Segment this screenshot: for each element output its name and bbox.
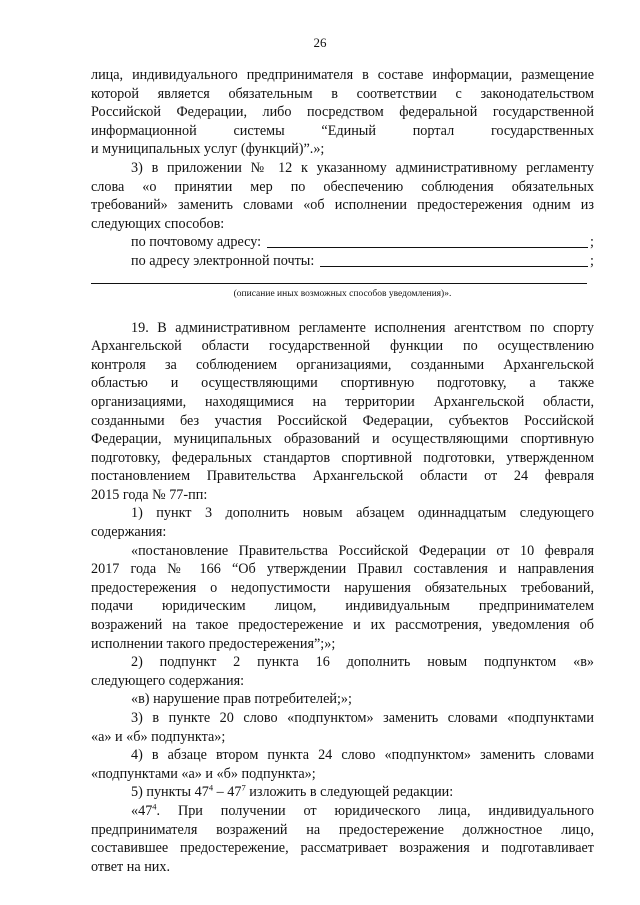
other-methods-caption: (описание иных возможных способов уведомления)». xyxy=(233,288,452,299)
text-line: которой является обязательным в соответствии с законодательством xyxy=(91,85,594,102)
document-body xyxy=(91,66,594,876)
text-line xyxy=(91,802,594,821)
text-line: слова «о принятии мер по обеспечению соблюдения обязательных xyxy=(91,178,594,195)
text-line: Российской Федерации, либо посредством федеральной государственной xyxy=(91,104,594,121)
text-line xyxy=(91,783,594,802)
text-line: 19. В административном регламенте исполнения агентством по спорту xyxy=(131,319,594,336)
p47-prefix: «47 xyxy=(131,802,153,819)
text-line: следующего содержания: xyxy=(91,672,245,689)
p5-prefix: 5) пункты 47 xyxy=(131,784,209,801)
text-line: «в) нарушение прав потребителей;»; xyxy=(131,691,352,708)
text-line: «а» и «б» подпункта»; xyxy=(91,728,226,745)
email-address-end: ; xyxy=(590,252,594,269)
text-line: 3) в приложении № 12 к указанному административному регламенту xyxy=(131,159,594,176)
text-line: подачи юридическим лицом, индивидуальным предпринимателем xyxy=(91,598,594,615)
p5-sup-end: 7 xyxy=(241,782,246,793)
p47-sup: 4 xyxy=(152,801,157,812)
text-line: требований» заменить словами «об исполнении предостережения одним из xyxy=(91,197,594,214)
text-line: лица, индивидуального предпринимателя в составе информации, размещение xyxy=(91,67,594,83)
postal-address-label: по почтовому адресу: xyxy=(131,234,262,251)
text-line: Федерации, муниципальных образований и осуществляющими спортивную xyxy=(91,431,594,448)
postal-address-end: ; xyxy=(590,234,594,251)
other-methods-blank-line xyxy=(91,271,587,284)
text-line: подготовку, федеральных стандартов спортивной подготовки, утвержденном xyxy=(91,449,594,466)
text-line: Архангельской области государственной функции по осуществлению xyxy=(91,338,594,355)
text-line: и муниципальных услуг (функций)”.»; xyxy=(91,141,325,158)
text-line: «подпунктами «а» и «б» подпункта»; xyxy=(91,765,316,782)
text-line: 2017 года № 166 “Об утверждении Правил составления и направления xyxy=(91,561,594,578)
text-line: предостережения о недопустимости нарушения обязательных требований, xyxy=(91,579,594,596)
text-line: 4) в абзаце втором пункта 24 слово «подпунктом» заменить словами xyxy=(131,747,594,764)
p5-suffix: изложить в следующей редакции: xyxy=(245,784,454,801)
p47-line1-rest: . При получении от юридического лица, индивидуального xyxy=(156,802,594,819)
text-line: 2015 года № 77-пп: xyxy=(91,486,208,503)
text-line: составившее предостережение, рассматривает возражения и подготавливает xyxy=(91,840,594,857)
text-line: постановлением Правительства Архангельской области от 24 февраля xyxy=(91,468,594,485)
postal-address-field xyxy=(91,233,594,252)
text-line: 1) пункт 3 дополнить новым абзацем одиннадцатым следующего xyxy=(131,505,594,522)
text-line: 3) в пункте 20 слово «подпунктом» заменить словами «подпунктами xyxy=(131,710,594,726)
text-line: ответ на них. xyxy=(91,858,171,875)
page-number: 26 xyxy=(313,35,327,50)
text-line: созданными без участия Российской Федерации, субъектов Российской xyxy=(91,412,594,429)
text-line: информационной системы “Единый портал государственных xyxy=(91,122,594,139)
text-line: возражений на такое предостережение и их рассмотрения, уведомления об xyxy=(91,617,594,634)
p5-sup-start: 4 xyxy=(208,782,214,793)
text-line: областью и осуществляющими спортивную подготовку, а также xyxy=(91,375,594,392)
email-address-field xyxy=(91,252,594,271)
text-line: предпринимателя возражений на предостережение должностное лицо, xyxy=(91,821,594,838)
email-address-label: по адресу электронной почты: xyxy=(131,252,315,269)
text-line: содержания: xyxy=(91,524,167,541)
postal-address-blank xyxy=(267,246,588,248)
text-line: контроля за соблюдением организациями, созданными Архангельской xyxy=(91,356,594,373)
p5-mid: – 47 xyxy=(213,784,242,801)
text-line: исполнении такого предостережения”;»; xyxy=(91,635,336,652)
text-line: 2) подпункт 2 пункта 16 дополнить новым подпунктом «в» xyxy=(131,654,594,671)
text-line: следующих способов: xyxy=(91,215,225,232)
text-line: «постановление Правительства Российской Федерации от 10 февраля xyxy=(131,542,594,559)
text-line: организациями, находящимися на территории Архангельской области, xyxy=(91,393,594,410)
paragraph-gap xyxy=(91,301,594,319)
email-address-blank xyxy=(320,265,588,267)
